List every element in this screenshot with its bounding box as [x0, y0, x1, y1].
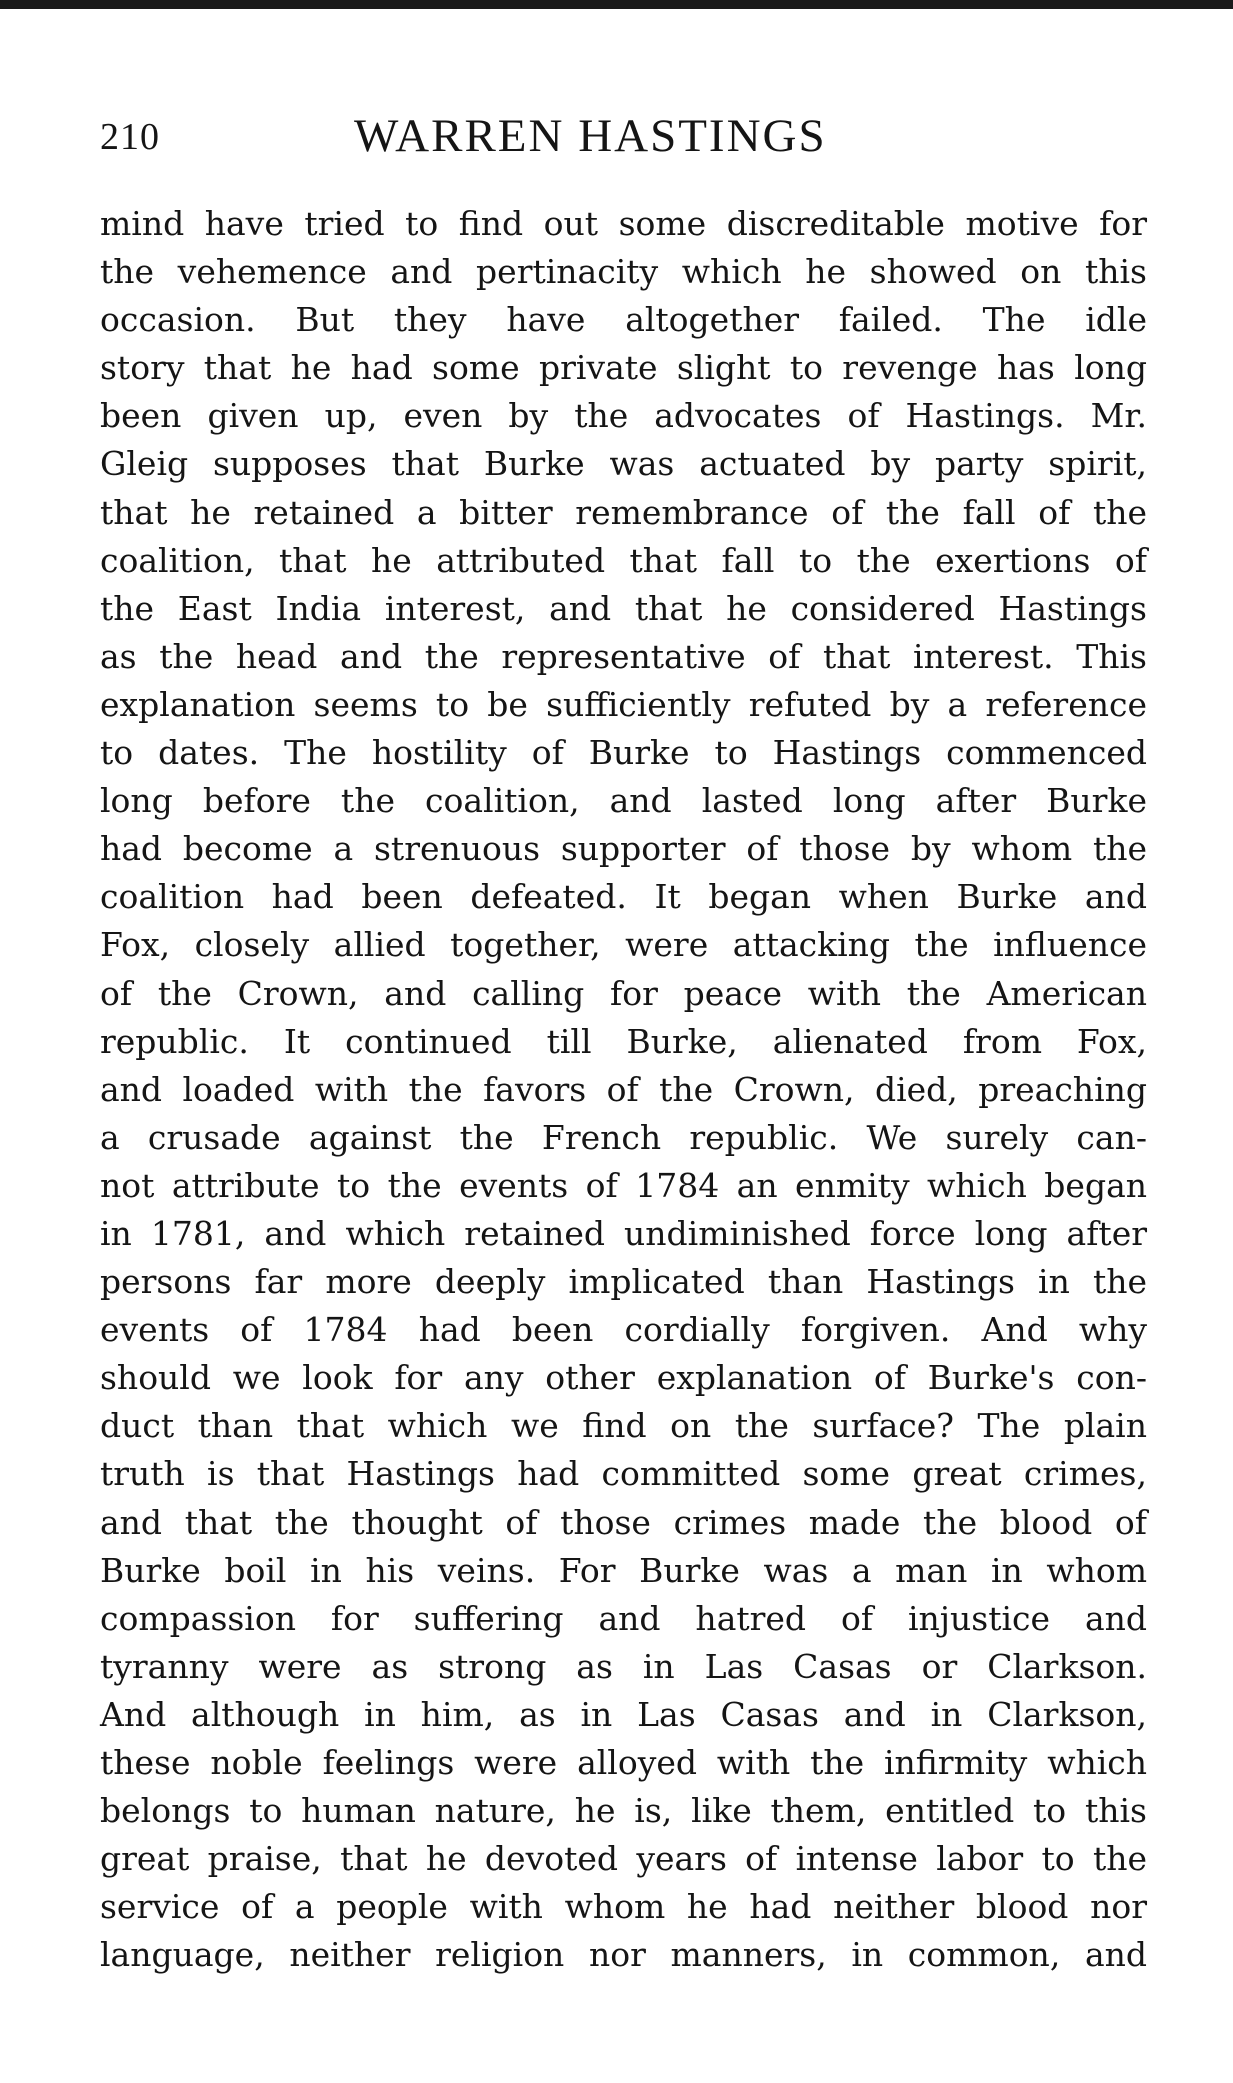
text-line: had become a strenuous supporter of those by whom the	[100, 829, 1147, 869]
text-line: and that the thought of those crimes made the blood of	[100, 1502, 1147, 1542]
text-line: republic. It continued till Burke, alienated from Fox,	[100, 1021, 1147, 1061]
text-line: and loaded with the favors of the Crown, died, preaching	[100, 1069, 1147, 1109]
text-line: And although in him, as in Las Casas and in Clarkson,	[100, 1694, 1147, 1734]
text-line: been given up, even by the advocates of Hastings. Mr.	[100, 396, 1147, 436]
text-line: compassion for suffering and hatred of injustice and	[100, 1598, 1147, 1638]
text-line: mind have tried to find out some discreditable motive for	[100, 204, 1147, 243]
text-line: explanation seems to be sufficiently refuted by a reference	[100, 684, 1147, 724]
text-line: these noble feelings were alloyed with the infirmity which	[100, 1743, 1147, 1782]
text-line: duct than that which we find on the surface? The plain	[100, 1406, 1147, 1446]
top-border-rule	[0, 0, 1233, 9]
text-line: persons far more deeply implicated than Hastings in the	[100, 1262, 1147, 1302]
text-line: of the Crown, and calling for peace with the American	[100, 973, 1147, 1013]
text-line: the East India interest, and that he considered Hastings	[100, 588, 1147, 628]
text-line: Burke boil in his veins. For Burke was a man in whom	[100, 1550, 1147, 1590]
page-number: 210	[100, 116, 160, 158]
text-line: that he retained a bitter remembrance of the fall of the	[100, 492, 1147, 532]
text-line: long before the coalition, and lasted long after Burke	[100, 781, 1147, 821]
text-line: not attribute to the events of 1784 an enmity which began	[100, 1165, 1147, 1205]
text-line: service of a people with whom he had neither blood nor	[100, 1887, 1147, 1927]
text-line: should we look for any other explanation of Burke's con-	[100, 1358, 1147, 1398]
text-line: occasion. But they have altogether failed. The idle	[100, 300, 1147, 340]
text-line: coalition had been defeated. It began when Burke and	[100, 877, 1147, 917]
text-line: belongs to human nature, he is, like them, entitled to this	[100, 1791, 1147, 1831]
running-title: WARREN HASTINGS	[354, 110, 827, 162]
text-line: a crusade against the French republic. We surely can-	[100, 1117, 1147, 1157]
page-header	[100, 108, 1150, 168]
text-line: in 1781, and which retained undiminished force long after	[100, 1213, 1147, 1253]
text-line: to dates. The hostility of Burke to Hastings commenced	[100, 733, 1147, 773]
text-line: tyranny were as strong as in Las Casas or Clarkson.	[100, 1646, 1147, 1686]
text-line: truth is that Hastings had committed some great crimes,	[100, 1454, 1147, 1494]
text-line: story that he had some private slight to revenge has long	[100, 348, 1147, 388]
text-line: coalition, that he attributed that fall to the exertions of	[100, 540, 1147, 580]
text-line: as the head and the representative of that interest. This	[100, 636, 1147, 676]
text-line: Fox, closely allied together, were attacking the influence	[100, 925, 1147, 965]
text-line: events of 1784 had been cordially forgiven. And why	[100, 1310, 1147, 1350]
text-line: language, neither religion nor manners, in common, and	[100, 1935, 1147, 1975]
text-line: the vehemence and pertinacity which he showed on this	[100, 252, 1147, 292]
body-text	[100, 200, 1147, 1979]
text-line: Gleig supposes that Burke was actuated by party spirit,	[100, 444, 1147, 484]
text-line: great praise, that he devoted years of intense labor to the	[100, 1839, 1147, 1879]
